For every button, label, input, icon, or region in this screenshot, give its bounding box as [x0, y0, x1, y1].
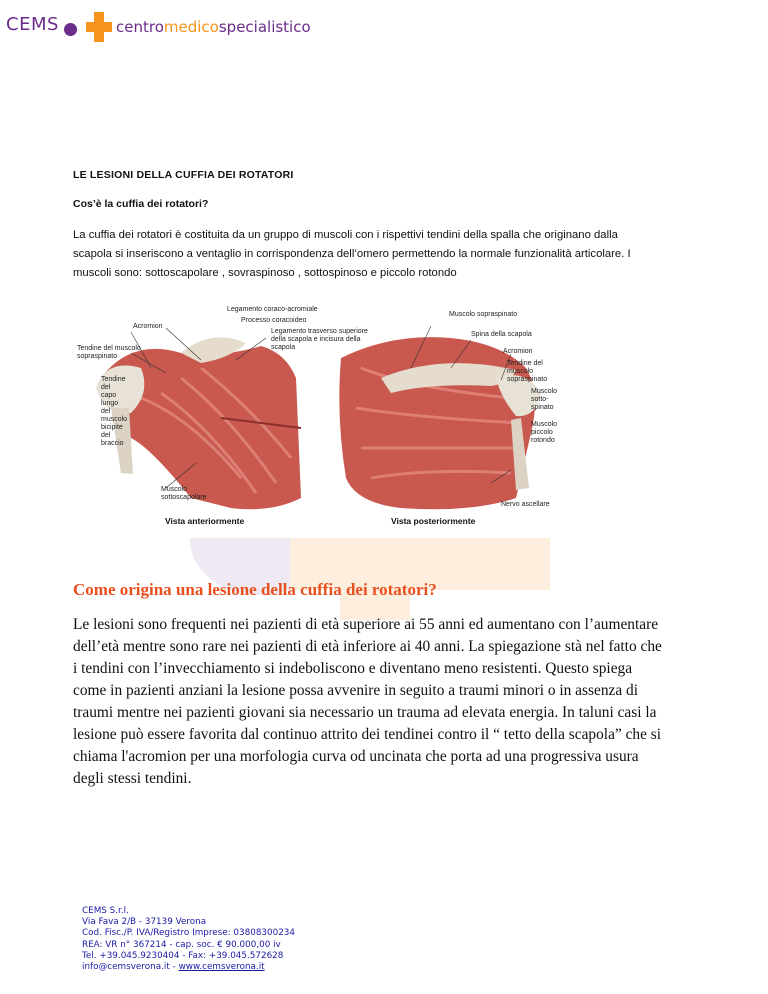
footer-address: Via Fava 2/B - 37139 Verona — [82, 917, 207, 928]
label-tendine-sopraspinato-right: Tendine del muscolo sopraspinato — [507, 360, 548, 383]
label-legamento-coraco: Legamento coraco-acromiale — [227, 306, 318, 313]
caption-anterior: Vista anteriormente — [165, 516, 245, 526]
label-processo-coracoideo: Processo coracoideo — [241, 317, 307, 324]
intro-paragraph: La cuffia dei rotatori è costituita da un gruppo di muscoli con i rispettivi tendini della spalla che originano dalla scapola si inseriscono a ventaglio in corrispondenza dell’omero permettendo la normale funzionalità articolare. I muscoli sono: sottoscapolare , sovraspinoso , sottospinoso e piccolo rotondo — [73, 229, 631, 279]
footer-separator: - — [169, 962, 179, 973]
logo-dot-icon — [64, 23, 77, 36]
footer-email[interactable]: info@cemsverona.it — [82, 962, 170, 973]
footer-rea: REA: VR n° 367214 - cap. soc. € 90.000,00 iv — [82, 939, 281, 950]
medical-cross-icon — [86, 12, 112, 42]
brand-part-3: specialistico — [218, 18, 311, 36]
brand-part-2: medico — [163, 18, 219, 36]
subheading: Cos’è la cuffia dei rotatori? — [73, 198, 209, 210]
brand-short: CEMS — [6, 14, 59, 35]
section-body: Le lesioni sono frequenti nei pazienti di età superiore ai 55 anni ed aumentano con l’aumentare dell’età mentre sono rare nei pazienti di età inferiore ai 40 anni. La spiegazione stà nel fatto che i tendini con l’invecchiamento si indeboliscono e diventano meno resistenti. Questo spiega come in pazienti anziani la lesione possa avvenire in seguito a traumi minori o in assenza di traumi mentre nei pazienti giovani sia necessario un trauma ad elevata energia. In taluni casi la lesione può essere favorita dal continuo attrito dei tendinei contro il “ tetto della scapola” che si chiama l'acromion per una morfologia curva od uncinata che porta ad una progressiva usura degli stessi tendini. — [73, 616, 662, 787]
caption-posterior: Vista posteriormente — [391, 516, 476, 526]
footer-contacts — [82, 962, 295, 973]
brand-name — [116, 18, 311, 36]
label-legamento-trasverso: Legamento trasverso superiore della scapola e incisura della scapola — [271, 328, 368, 351]
label-nervo-ascellare: Nervo ascellare — [501, 501, 550, 508]
label-sottospinato: Muscolo sotto-spinato — [531, 388, 558, 411]
label-tendine-sopraspinato-left: Tendine del muscolo sopraspinato — [77, 345, 141, 360]
footer-phone: Tel. +39.045.9230404 - Fax: +39.045.572628 — [82, 950, 284, 961]
shoulder-anatomy-figure — [71, 298, 571, 538]
footer-company-info — [82, 906, 295, 973]
label-acromion-right: Acromion — [503, 348, 533, 355]
footer-fiscal-code: Cod. Fisc./P. IVA/Registro Imprese: 03808300234 — [82, 928, 295, 939]
label-tendine-capo-lungo: Tendine del capo lungo del muscolo bicipite del braccio — [101, 376, 128, 447]
label-sottoscapolare: Muscolo sottoscapolare — [161, 486, 207, 501]
section-title: Come origina una lesione della cuffia dei rotatori? — [73, 580, 437, 599]
footer-website-link[interactable]: www.cemsverona.it — [178, 962, 265, 973]
footer-company-name: CEMS S.r.l. — [82, 906, 129, 916]
label-sopraspinato: Muscolo sopraspinato — [449, 311, 518, 318]
label-acromion-left: Acromion — [133, 323, 163, 330]
main-heading: LE LESIONI DELLA CUFFIA DEI ROTATORI — [73, 169, 294, 181]
label-spina-scapola: Spina della scapola — [471, 331, 532, 338]
header-logo — [6, 12, 311, 44]
label-piccolo-rotondo: Muscolo piccolo rotondo — [531, 421, 558, 444]
brand-part-1: centro — [116, 18, 164, 36]
